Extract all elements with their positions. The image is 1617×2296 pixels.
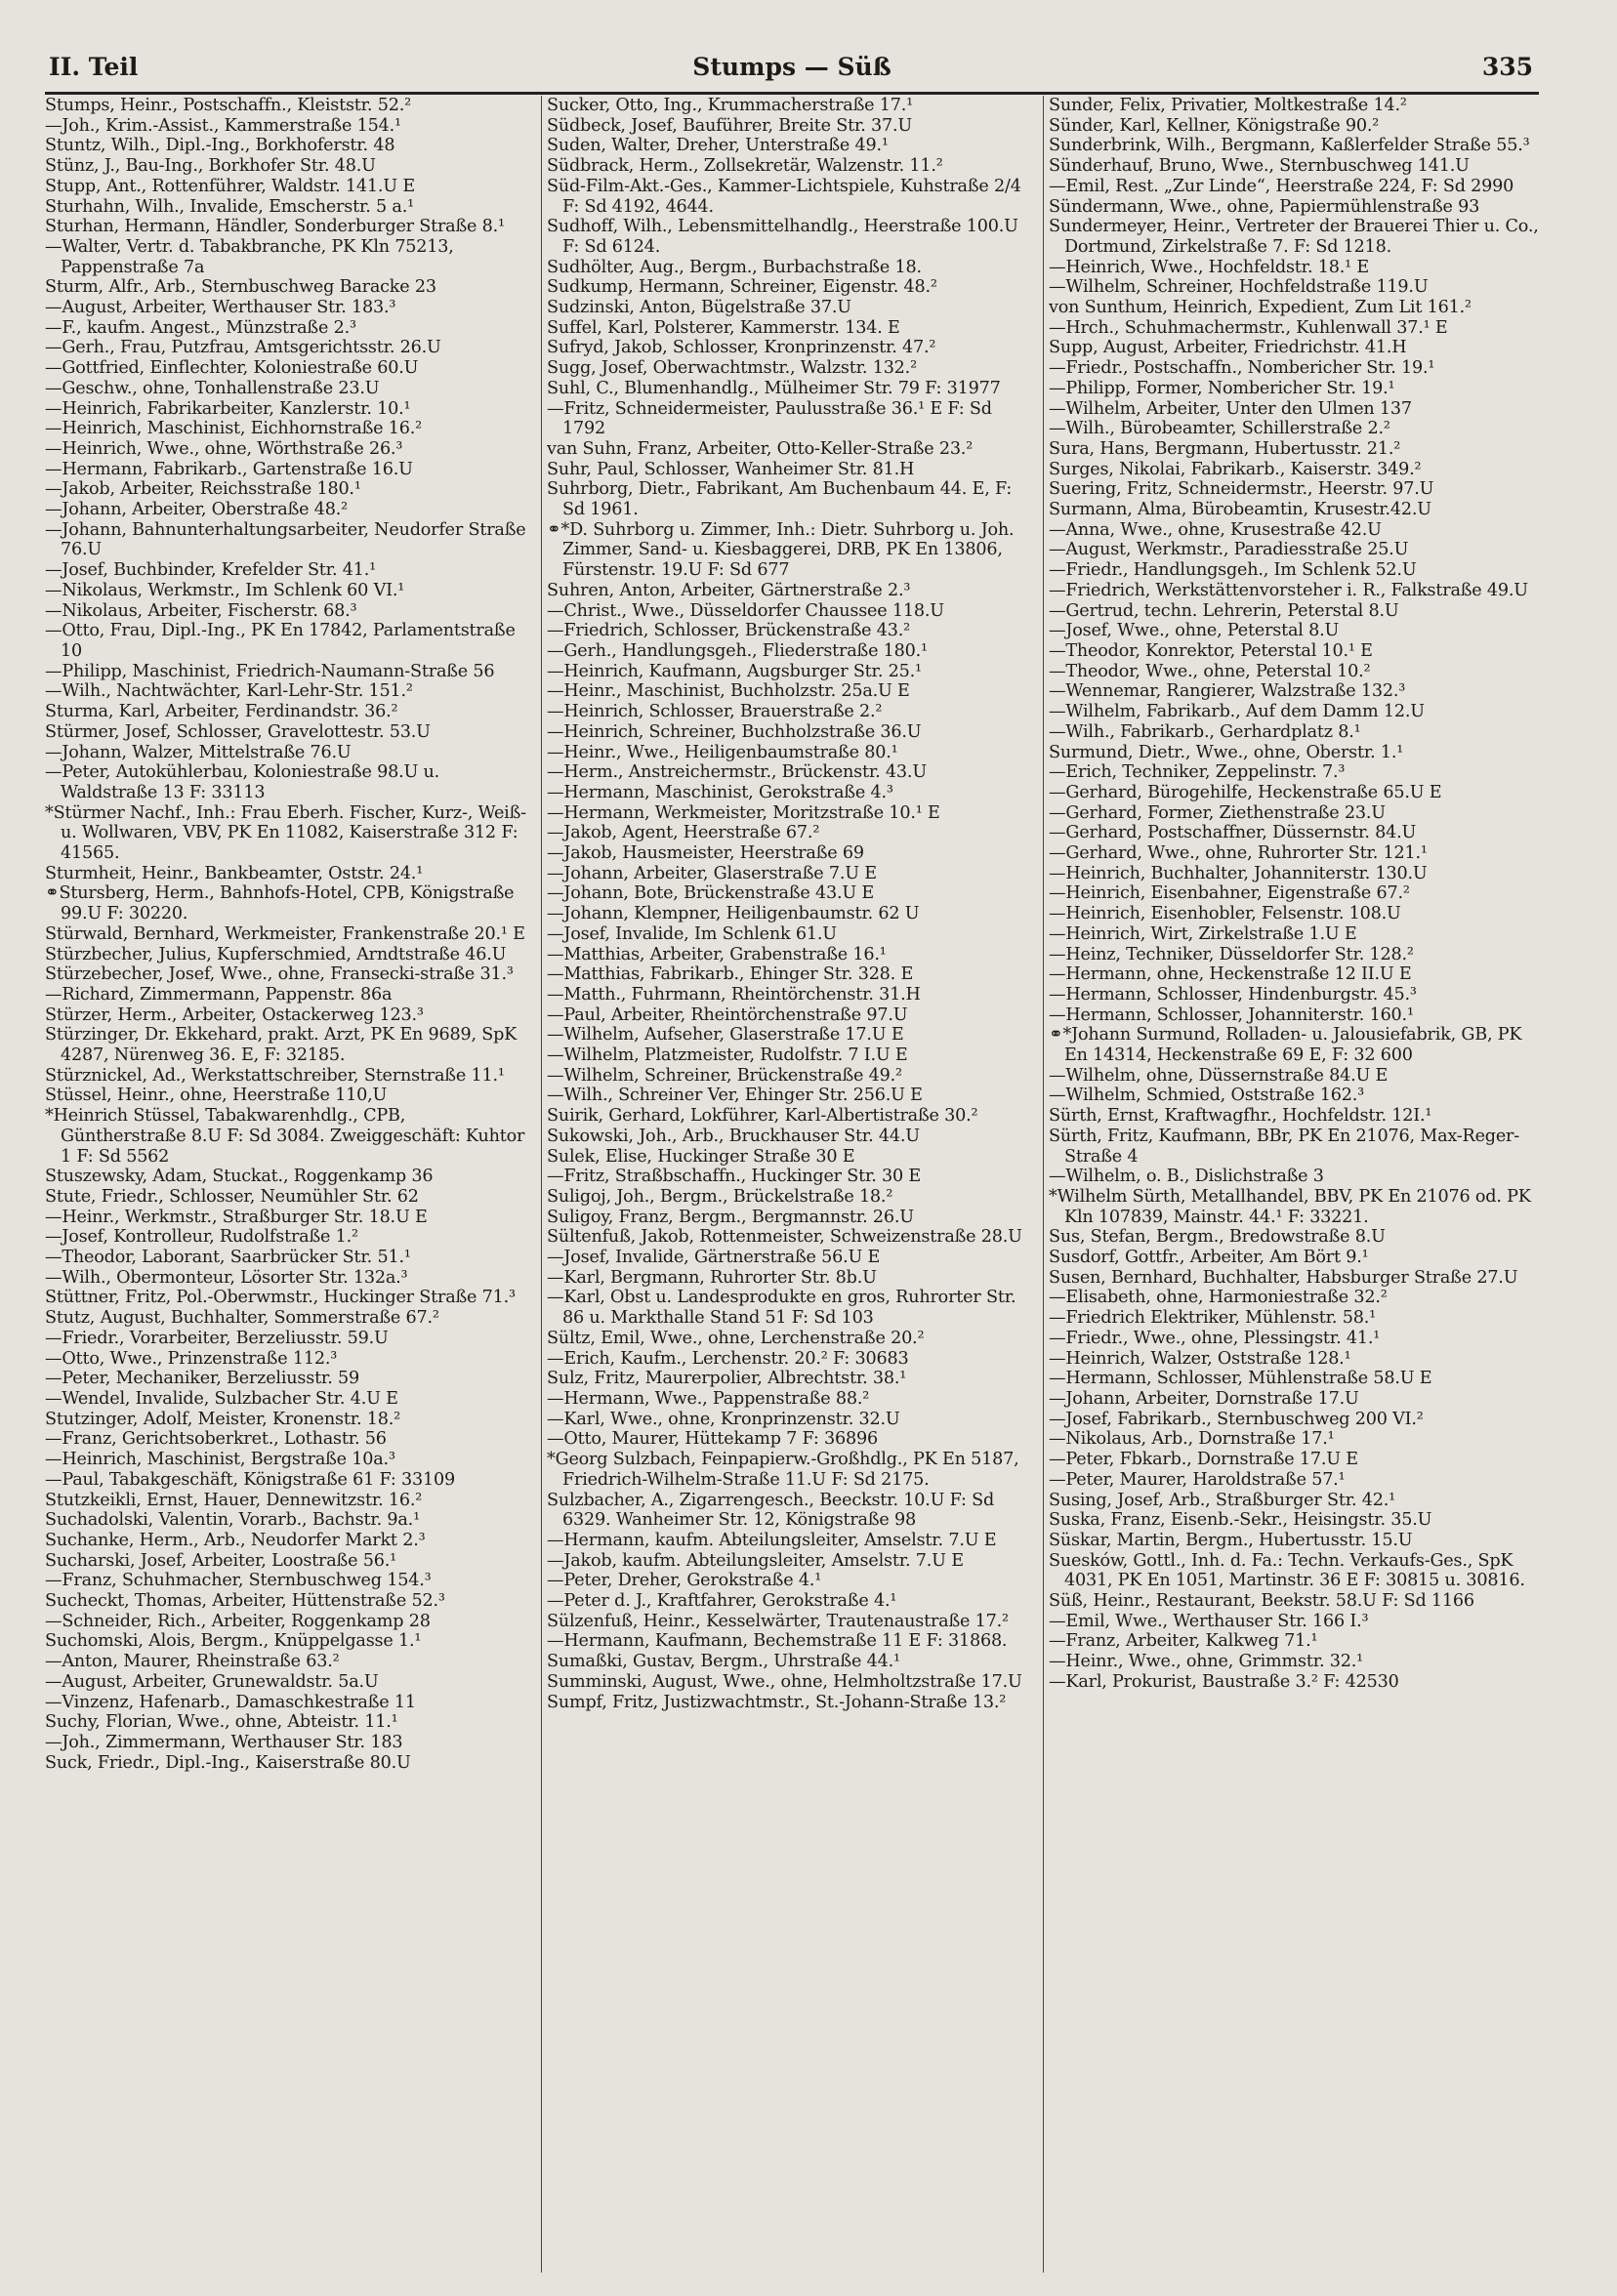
directory-entry: Suering, Fritz, Schneidermstr., Heerstr. 97.U xyxy=(1049,479,1434,500)
directory-entry: —Karl, Bergmann, Ruhrorter Str. 8b.U xyxy=(547,1267,877,1288)
directory-entry: Stürwald, Bernhard, Werkmeister, Frankenstraße 20.¹ E xyxy=(45,923,525,944)
directory-entry: —Walter, Vertr. d. Tabakbranche, PK Kln 75213, Pappenstraße 7a xyxy=(45,236,454,277)
directory-entry: Surmann, Alma, Bürobeamtin, Krusestr.42.U xyxy=(1049,500,1431,520)
directory-entry: —Franz, Schuhmacher, Sternbuschweg 154.³ xyxy=(45,1571,432,1591)
directory-entry: Stüssel, Heinr., ohne, Heerstraße 110,U xyxy=(45,1086,388,1106)
directory-entry: Sulz, Fritz, Maurerpolier, Albrechtstr. 38.¹ xyxy=(547,1369,907,1389)
directory-entry: Surges, Nikolai, Fabrikarb., Kaiserstr. 349.² xyxy=(1049,459,1422,479)
directory-entry: Sürth, Ernst, Kraftwagfhr., Hochfeldstr. 12I.¹ xyxy=(1049,1106,1432,1127)
directory-entry: —Otto, Frau, Dipl.-Ing., PK En 17842, Parlamentstraße 10 xyxy=(45,621,516,661)
directory-entry: —Fritz, Straßbschaffn., Huckinger Str. 30 E xyxy=(547,1167,922,1187)
directory-entry: —Jakob, kaufm. Abteilungsleiter, Amselstr. 7.U E xyxy=(547,1550,964,1571)
directory-entry: —Wilhelm, Aufseher, Glaserstraße 17.U E xyxy=(547,1025,904,1046)
directory-entry: Suska, Franz, Eisenb.-Sekr., Heisingstr. 35.U xyxy=(1049,1510,1432,1531)
directory-entry: —Friedr., Handlungsgeh., Im Schlenk 52.U xyxy=(1049,560,1417,581)
directory-entry: —Otto, Wwe., Prinzenstraße 112.³ xyxy=(45,1348,338,1369)
directory-entry: Suchomski, Alois, Bergm., Knüppelgasse 1.¹ xyxy=(45,1631,422,1652)
directory-entry: —Friedr., Postschaffn., Nombericher Str. 19.¹ xyxy=(1049,358,1435,379)
directory-entry: —Wilh., Obermonteur, Lösorter Str. 132a.³ xyxy=(45,1267,408,1288)
directory-entry: —Christ., Wwe., Düsseldorfer Chaussee 118.U xyxy=(547,600,944,621)
directory-entry: van Suhn, Franz, Arbeiter, Otto-Keller-Straße 23.² xyxy=(547,438,974,459)
directory-entry: —Paul, Arbeiter, Rheintörchenstraße 97.U xyxy=(547,1004,908,1025)
directory-entry: Sültenfuß, Jakob, Rottenmeister, Schweizenstraße 28.U xyxy=(547,1227,1022,1248)
directory-entry: Stürzebecher, Josef, Wwe., ohne, Fransecki-straße 31.³ xyxy=(45,964,514,985)
directory-entry: —Joh., Zimmermann, Werthauser Str. 183 xyxy=(45,1732,403,1752)
column-divider xyxy=(541,96,542,2273)
directory-entry: ⚭Stursberg, Herm., Bahnhofs-Hotel, CPB, Königstraße 99.U F: 30220. xyxy=(45,883,515,924)
directory-entry: —F., kaufm. Angest., Münzstraße 2.³ xyxy=(45,317,356,338)
directory-entry: —Josef, Kontrolleur, Rudolfstraße 1.² xyxy=(45,1227,358,1248)
directory-entry: —Hermann, Schlosser, Mühlenstraße 58.U E xyxy=(1049,1369,1432,1389)
directory-entry: Supp, August, Arbeiter, Friedrichstr. 41.H xyxy=(1049,338,1407,358)
directory-entry: —Gerhard, Bürogehilfe, Heckenstraße 65.U E xyxy=(1049,782,1442,802)
directory-entry: —Herm., Anstreichermstr., Brückenstr. 43.U xyxy=(547,762,927,783)
directory-entry: —Johann, Arbeiter, Dornstraße 17.U xyxy=(1049,1389,1359,1409)
directory-entry: Stumps, Heinr., Postschaffn., Kleiststr. 52.² xyxy=(45,96,411,115)
directory-entry: —Wilhelm, o. B., Dislichstraße 3 xyxy=(1049,1167,1324,1187)
directory-entry: Stutz, August, Buchhalter, Sommerstraße 67.² xyxy=(45,1308,439,1329)
directory-entry: —Heinrich, Wirt, Zirkelstraße 1.U E xyxy=(1049,923,1357,944)
directory-entry: Sucker, Otto, Ing., Krummacherstraße 17.¹ xyxy=(547,96,913,115)
directory-entry: Susdorf, Gottfr., Arbeiter, Am Bört 9.¹ xyxy=(1049,1248,1369,1268)
directory-entry: —Erich, Techniker, Zeppelinstr. 7.³ xyxy=(1049,762,1346,783)
directory-entry: —Anton, Maurer, Rheinstraße 63.² xyxy=(45,1652,340,1672)
directory-entry: —Heinrich, Schreiner, Buchholzstraße 36.U xyxy=(547,721,922,742)
directory-entry: Sura, Hans, Bergmann, Hubertusstr. 21.² xyxy=(1049,438,1401,459)
directory-entry: —Josef, Fabrikarb., Sternbuschweg 200 VI.² xyxy=(1049,1409,1424,1429)
directory-entry: Stürznickel, Ad., Werkstattschreiber, Sternstraße 11.¹ xyxy=(45,1065,505,1086)
directory-entry: —Heinr., Maschinist, Buchholzstr. 25a.U E xyxy=(547,681,910,702)
directory-entry: ⚭*D. Suhrborg u. Zimmer, Inh.: Dietr. Suhrborg u. Joh. Zimmer, Sand- u. Kiesbaggerei, DRB, PK En 13806, Fürstenstr. 19.U F: Sd 677 xyxy=(547,519,1015,581)
directory-entry: Suesków, Gottl., Inh. d. Fa.: Techn. Verkaufs-Ges., SpK 4031, PK En 1051, Martinstr. 36 E F: 30815 u. 30816. xyxy=(1049,1550,1525,1591)
directory-entry: Sukowski, Joh., Arb., Bruckhauser Str. 44.U xyxy=(547,1126,920,1146)
directory-entry: —Wilhelm, ohne, Düssernstraße 84.U E xyxy=(1049,1065,1389,1086)
directory-entry: —Friedrich Elektriker, Mühlenstr. 58.¹ xyxy=(1049,1308,1376,1329)
directory-entry: —Matthias, Arbeiter, Grabenstraße 16.¹ xyxy=(547,944,887,964)
directory-entry: —Wilhelm, Schreiner, Brückenstraße 49.² xyxy=(547,1065,902,1086)
directory-entry: Sunder, Felix, Privatier, Moltkestraße 14.² xyxy=(1049,96,1407,115)
directory-entry: Suchanke, Herm., Arb., Neudorfer Markt 2.³ xyxy=(45,1530,426,1550)
directory-entry: Suchadolski, Valentin, Vorarb., Bachstr. 9a.¹ xyxy=(45,1510,420,1531)
directory-entry: —Gertrud, techn. Lehrerin, Peterstal 8.U xyxy=(1049,600,1399,621)
directory-entry: —Wilhelm, Schreiner, Hochfeldstraße 119.U xyxy=(1049,277,1429,298)
directory-entry: —Hermann, Kaufmann, Bechemstraße 11 E F: 31868. xyxy=(547,1631,1008,1652)
directory-entry: —Elisabeth, ohne, Harmoniestraße 32.² xyxy=(1049,1288,1388,1308)
directory-entry: —Karl, Prokurist, Baustraße 3.² F: 42530 xyxy=(1049,1671,1399,1692)
directory-entry: —Anna, Wwe., ohne, Krusestraße 42.U xyxy=(1049,519,1382,540)
directory-entry: Sundermeyer, Heinr., Vertreter der Brauerei Thier u. Co., Dortmund, Zirkelstraße 7. F: Sd 1218. xyxy=(1049,217,1539,257)
directory-entry: Suhl, C., Blumenhandlg., Mülheimer Str. 79 F: 31977 xyxy=(547,378,1001,398)
directory-entry: Suirik, Gerhard, Lokführer, Karl-Albertistraße 30.² xyxy=(547,1106,978,1127)
directory-entry: —Franz, Gerichtsoberkret., Lothastr. 56 xyxy=(45,1429,387,1450)
directory-entry: Suden, Walter, Dreher, Unterstraße 49.¹ xyxy=(547,136,889,156)
directory-entry: —Nikolaus, Arb., Dornstraße 17.¹ xyxy=(1049,1429,1335,1450)
directory-entry: Sturm, Alfr., Arb., Sternbuschweg Baracke 23 xyxy=(45,277,436,298)
directory-entry: Sülzenfuß, Heinr., Kesselwärter, Trautenaustraße 17.² xyxy=(547,1611,1009,1631)
directory-entry: Sudhoff, Wilh., Lebensmittelhandlg., Heerstraße 100.U F: Sd 6124. xyxy=(547,217,1018,257)
directory-entry: —Wilhelm, Platzmeister, Rudolfstr. 7 I.U E xyxy=(547,1046,908,1066)
directory-entry: —Hermann, Maschinist, Gerokstraße 4.³ xyxy=(547,782,893,802)
directory-entry: —Johann, Bote, Brückenstraße 43.U E xyxy=(547,883,875,904)
directory-entry: Stutzkeikli, Ernst, Hauer, Dennewitzstr. 16.² xyxy=(45,1490,423,1510)
directory-entry: —Heinrich, Kaufmann, Augsburger Str. 25.¹ xyxy=(547,661,922,681)
directory-entry: —Johann, Arbeiter, Oberstraße 48.² xyxy=(45,500,348,520)
name-range: Stumps — Süß xyxy=(692,53,891,81)
directory-column-1 xyxy=(45,96,535,2273)
directory-entry: —Heinr., Wwe., Heiligenbaumstraße 80.¹ xyxy=(547,742,898,762)
directory-entry: —Heinrich, Fabrikarbeiter, Kanzlerstr. 10.¹ xyxy=(45,398,411,419)
directory-entry: Stürzbecher, Julius, Kupferschmied, Arndtstraße 46.U xyxy=(45,944,507,964)
directory-entry: Sturma, Karl, Arbeiter, Ferdinandstr. 36.² xyxy=(45,702,398,722)
directory-entry: Sugg, Josef, Oberwachtmstr., Walzstr. 132.² xyxy=(547,358,917,379)
directory-entry: —Heinrich, Eisenhobler, Felsenstr. 108.U xyxy=(1049,904,1401,924)
directory-entry: —Wendel, Invalide, Sulzbacher Str. 4.U E xyxy=(45,1389,398,1409)
directory-entry: —Wilh., Schreiner Ver, Ehinger Str. 256.U E xyxy=(547,1086,923,1106)
directory-entry: —August, Arbeiter, Werthauser Str. 183.³ xyxy=(45,298,396,318)
directory-entry: —Joh., Krim.-Assist., Kammerstraße 154.¹ xyxy=(45,115,401,136)
section-label: II. Teil xyxy=(49,53,139,81)
directory-entry: —Karl, Obst u. Landesprodukte en gros, Ruhrorter Str. 86 u. Markthalle Stand 51 F: Sd 103 xyxy=(547,1288,1016,1329)
directory-entry: ⚭*Johann Surmund, Rolladen- u. Jalousiefabrik, GB, PK En 14314, Heckenstraße 69 E, F: 32 600 xyxy=(1049,1025,1522,1066)
directory-entry: —Friedr., Wwe., ohne, Plessingstr. 41.¹ xyxy=(1049,1328,1381,1348)
directory-entry: —Gerhard, Wwe., ohne, Ruhrorter Str. 121.¹ xyxy=(1049,843,1428,864)
directory-entry: —Otto, Maurer, Hüttekamp 7 F: 36896 xyxy=(547,1429,879,1450)
directory-entry: —Hermann, Werkmeister, Moritzstraße 10.¹ E xyxy=(547,802,940,823)
directory-entry: —Jakob, Hausmeister, Heerstraße 69 xyxy=(547,843,864,864)
directory-entry: Sültz, Emil, Wwe., ohne, Lerchenstraße 20.² xyxy=(547,1328,925,1348)
directory-entry: Stupp, Ant., Rottenführer, Waldstr. 141.U E xyxy=(45,176,415,196)
directory-entry: —Heinrich, Schlosser, Brauerstraße 2.² xyxy=(547,702,883,722)
directory-entry: —Heinrich, Wwe., ohne, Wörthstraße 26.³ xyxy=(45,438,403,459)
directory-entry: —Peter, Fbkarb., Dornstraße 17.U E xyxy=(1049,1450,1358,1470)
directory-entry: —Wilhelm, Arbeiter, Unter den Ulmen 137 xyxy=(1049,398,1412,419)
directory-entry: —August, Arbeiter, Grunewaldstr. 5a.U xyxy=(45,1671,379,1692)
directory-entry: —Emil, Rest. „Zur Linde“, Heerstraße 224, F: Sd 2990 xyxy=(1049,176,1514,196)
directory-entry: Sucharski, Josef, Arbeiter, Loostraße 56.¹ xyxy=(45,1550,396,1571)
directory-entry: —Gerh., Frau, Putzfrau, Amtsgerichtsstr. 26.U xyxy=(45,338,441,358)
directory-entry: —Emil, Wwe., Werthauser Str. 166 I.³ xyxy=(1049,1611,1369,1631)
directory-entry: —Schneider, Rich., Arbeiter, Roggenkamp 28 xyxy=(45,1611,431,1631)
directory-entry: —Matth., Fuhrmann, Rheintörchenstr. 31.H xyxy=(547,984,921,1004)
directory-entry: —Peter, Autokühlerbau, Koloniestraße 98.U u. Waldstraße 13 F: 33113 xyxy=(45,762,440,802)
directory-entry: Sumaßki, Gustav, Bergm., Uhrstraße 44.¹ xyxy=(547,1652,900,1672)
directory-entry: Stuntz, Wilh., Dipl.-Ing., Borkhoferstr. 48 xyxy=(45,136,395,156)
directory-entry: —Geschw., ohne, Tonhallenstraße 23.U xyxy=(45,378,380,398)
page-header xyxy=(45,43,1539,95)
directory-entry: Sündermann, Wwe., ohne, Papiermühlenstraße 93 xyxy=(1049,196,1480,217)
directory-entry: Stürmer, Josef, Schlosser, Gravelottestr. 53.U xyxy=(45,721,431,742)
directory-entry: —Jakob, Agent, Heerstraße 67.² xyxy=(547,823,820,843)
directory-entry: —Friedrich, Werkstättenvorsteher i. R., Falkstraße 49.U xyxy=(1049,580,1528,600)
directory-entry: —Josef, Invalide, Im Schlenk 61.U xyxy=(547,923,837,944)
directory-entry: —Peter, Dreher, Gerokstraße 4.¹ xyxy=(547,1571,822,1591)
directory-entry: —Jakob, Arbeiter, Reichsstraße 180.¹ xyxy=(45,479,361,500)
directory-entry: Sulzbacher, A., Zigarrengesch., Beeckstr. 10.U F: Sd 6329. Wanheimer Str. 12, Königstraße 98 xyxy=(547,1490,995,1531)
directory-entry: *Stürmer Nachf., Inh.: Frau Eberh. Fischer, Kurz-, Weiß- u. Wollwaren, VBV, PK En 11082, Kaiserstraße 312 F: 41565. xyxy=(45,802,526,864)
directory-entry: —Nikolaus, Werkmstr., Im Schlenk 60 VI.¹ xyxy=(45,580,405,600)
directory-entry: Surmund, Dietr., Wwe., ohne, Oberstr. 1.¹ xyxy=(1049,742,1404,762)
directory-entry: *Wilhelm Sürth, Metallhandel, BBV, PK En 21076 od. PK Kln 107839, Mainstr. 44.¹ F: 33221. xyxy=(1049,1186,1531,1227)
directory-entry: —Heinrich, Wwe., Hochfeldstr. 18.¹ E xyxy=(1049,257,1370,277)
directory-entry: *Georg Sulzbach, Feinpapierw.-Großhdlg., PK En 5187, Friedrich-Wilhelm-Straße 11.U F: Sd 2175. xyxy=(547,1450,1019,1490)
directory-entry: —Erich, Kaufm., Lerchenstr. 20.² F: 30683 xyxy=(547,1348,909,1369)
directory-entry: —Heinr., Wwe., ohne, Grimmstr. 32.¹ xyxy=(1049,1652,1363,1672)
directory-entry: von Sunthum, Heinrich, Expedient, Zum Lit 161.² xyxy=(1049,298,1472,318)
directory-entry: —Johann, Bahnunterhaltungsarbeiter, Neudorfer Straße 76.U xyxy=(45,519,526,560)
directory-entry: —Heinrich, Eisenbahner, Eigenstraße 67.² xyxy=(1049,883,1410,904)
directory-entry: —Vinzenz, Hafenarb., Damaschkestraße 11 xyxy=(45,1692,416,1712)
directory-entry: —Peter d. J., Kraftfahrer, Gerokstraße 4.¹ xyxy=(547,1591,897,1612)
directory-entry: Suchy, Florian, Wwe., ohne, Abteistr. 11.¹ xyxy=(45,1712,398,1733)
directory-entry: —Hermann, Schlosser, Hindenburgstr. 45.³ xyxy=(1049,984,1417,1004)
directory-entry: —Friedrich, Schlosser, Brückenstraße 43.² xyxy=(547,621,911,641)
directory-entry: Suck, Friedr., Dipl.-Ing., Kaiserstraße 80.U xyxy=(45,1752,411,1773)
directory-entry: Süd-Film-Akt.-Ges., Kammer-Lichtspiele, Kuhstraße 2/4 F: Sd 4192, 4644. xyxy=(547,176,1021,217)
directory-entry: —August, Werkmstr., Paradiesstraße 25.U xyxy=(1049,540,1409,560)
directory-entry: —Peter, Maurer, Haroldstraße 57.¹ xyxy=(1049,1469,1346,1490)
directory-entry: Sus, Stefan, Bergm., Bredowstraße 8.U xyxy=(1049,1227,1386,1248)
directory-column-2 xyxy=(547,96,1037,2273)
directory-entry: —Heinrich, Walzer, Oststraße 128.¹ xyxy=(1049,1348,1351,1369)
directory-entry: Stutzinger, Adolf, Meister, Kronenstr. 18.² xyxy=(45,1409,400,1429)
directory-entry: Sufryd, Jakob, Schlosser, Kronprinzenstr. 47.² xyxy=(547,338,936,358)
directory-entry: Suligoj, Joh., Bergm., Brückelstraße 18.² xyxy=(547,1186,893,1207)
directory-entry: Suffel, Karl, Polsterer, Kammerstr. 134. E xyxy=(547,317,900,338)
page-number: 335 xyxy=(1481,53,1533,81)
directory-entry: —Richard, Zimmermann, Pappenstr. 86a xyxy=(45,984,393,1004)
directory-entry: —Theodor, Konrektor, Peterstal 10.¹ E xyxy=(1049,640,1373,661)
directory-entry: —Theodor, Wwe., ohne, Peterstal 10.² xyxy=(1049,661,1371,681)
directory-entry: —Johann, Walzer, Mittelstraße 76.U xyxy=(45,742,352,762)
directory-entry: Suhren, Anton, Arbeiter, Gärtnerstraße 2.³ xyxy=(547,580,911,600)
directory-entry: —Hermann, Wwe., Pappenstraße 88.² xyxy=(547,1389,870,1409)
directory-entry: —Philipp, Former, Nombericher Str. 19.¹ xyxy=(1049,378,1395,398)
directory-entry: Sudkump, Hermann, Schreiner, Eigenstr. 48.² xyxy=(547,277,937,298)
directory-entry: Südbeck, Josef, Bauführer, Breite Str. 37.U xyxy=(547,115,913,136)
directory-entry: —Wilh., Bürobeamter, Schillerstraße 2.² xyxy=(1049,419,1390,439)
directory-entry: —Friedr., Vorarbeiter, Berzeliusstr. 59.U xyxy=(45,1328,389,1348)
directory-column-3 xyxy=(1049,96,1539,2273)
directory-entry: —Wilhelm, Fabrikarb., Auf dem Damm 12.U xyxy=(1049,702,1425,722)
directory-entry: Sulek, Elise, Huckinger Straße 30 E xyxy=(547,1146,855,1167)
directory-entry: —Hermann, kaufm. Abteilungsleiter, Amselstr. 7.U E xyxy=(547,1530,997,1550)
directory-entry: —Josef, Wwe., ohne, Peterstal 8.U xyxy=(1049,621,1340,641)
directory-entry: —Hermann, Fabrikarb., Gartenstraße 16.U xyxy=(45,459,413,479)
directory-entry: Suhr, Paul, Schlosser, Wanheimer Str. 81.H xyxy=(547,459,915,479)
directory-entry: —Heinrich, Maschinist, Bergstraße 10a.³ xyxy=(45,1450,395,1470)
directory-entry: —Heinz, Techniker, Düsseldorfer Str. 128.² xyxy=(1049,944,1414,964)
directory-entry: Stuszewsky, Adam, Stuckat., Roggenkamp 36 xyxy=(45,1167,434,1187)
directory-entry: —Gottfried, Einflechter, Koloniestraße 60.U xyxy=(45,358,419,379)
directory-entry: —Philipp, Maschinist, Friedrich-Naumann-Straße 56 xyxy=(45,661,495,681)
directory-entry: —Fritz, Schneidermeister, Paulusstraße 36.¹ E F: Sd 1792 xyxy=(547,398,992,439)
directory-entry: —Heinrich, Maschinist, Eichhornstraße 16.² xyxy=(45,419,423,439)
directory-entry: —Wennemar, Rangierer, Walzstraße 132.³ xyxy=(1049,681,1406,702)
directory-entry: —Wilhelm, Schmied, Oststraße 162.³ xyxy=(1049,1086,1364,1106)
directory-entry: —Theodor, Laborant, Saarbrücker Str. 51.¹ xyxy=(45,1248,411,1268)
directory-entry: —Peter, Mechaniker, Berzeliusstr. 59 xyxy=(45,1369,359,1389)
directory-entry: Stute, Friedr., Schlosser, Neumühler Str. 62 xyxy=(45,1186,419,1207)
directory-entry: —Hrch., Schuhmachermstr., Kuhlenwall 37.¹ E xyxy=(1049,317,1448,338)
directory-entry: Stürzer, Herm., Arbeiter, Ostackerweg 123.³ xyxy=(45,1004,424,1025)
directory-entry: Stünz, J., Bau-Ing., Borkhofer Str. 48.U xyxy=(45,156,376,177)
column-divider xyxy=(1043,96,1044,2273)
directory-entry: —Heinrich, Buchhalter, Johanniterstr. 130.U xyxy=(1049,863,1428,883)
directory-entry: Sumpf, Fritz, Justizwachtmstr., St.-Johann-Straße 13.² xyxy=(547,1692,1007,1712)
directory-entry: —Wilh., Fabrikarb., Gerhardplatz 8.¹ xyxy=(1049,721,1361,742)
directory-entry: Sürth, Fritz, Kaufmann, BBr, PK En 21076, Max-Reger-Straße 4 xyxy=(1049,1126,1520,1167)
directory-entry: Summinski, August, Wwe., ohne, Helmholtzstraße 17.U xyxy=(547,1671,1022,1692)
directory-entry: Sudzinski, Anton, Bügelstraße 37.U xyxy=(547,298,851,318)
directory-entry: Sunderbrink, Wilh., Bergmann, Kaßlerfelder Straße 55.³ xyxy=(1049,136,1530,156)
directory-entry: —Paul, Tabakgeschäft, Königstraße 61 F: 33109 xyxy=(45,1469,455,1490)
directory-entry: —Wilh., Nachtwächter, Karl-Lehr-Str. 151.² xyxy=(45,681,413,702)
directory-entry: Sudhölter, Aug., Bergm., Burbachstraße 18. xyxy=(547,257,922,277)
directory-entry: —Matthias, Fabrikarb., Ehinger Str. 328. E xyxy=(547,964,914,985)
directory-entry: —Josef, Buchbinder, Krefelder Str. 41.¹ xyxy=(45,560,376,581)
directory-entry: —Heinr., Werkmstr., Straßburger Str. 18.U E xyxy=(45,1207,428,1227)
directory-entry: —Gerh., Handlungsgeh., Fliederstraße 180.¹ xyxy=(547,640,928,661)
directory-entry: Sturhahn, Wilh., Invalide, Emscherstr. 5 a.¹ xyxy=(45,196,414,217)
directory-entry: —Gerhard, Former, Ziethenstraße 23.U xyxy=(1049,802,1386,823)
directory-entry: —Hermann, ohne, Heckenstraße 12 II.U E xyxy=(1049,964,1412,985)
directory-entry: Stüttner, Fritz, Pol.-Oberwmstr., Huckinger Straße 71.³ xyxy=(45,1288,516,1308)
directory-entry: Susing, Josef, Arb., Straßburger Str. 42.¹ xyxy=(1049,1490,1396,1510)
directory-entry: Sünderhauf, Bruno, Wwe., Sternbuschweg 141.U xyxy=(1049,156,1470,177)
directory-entry: Sturhan, Hermann, Händler, Sonderburger Straße 8.¹ xyxy=(45,217,505,237)
directory-entry: Süskar, Martin, Bergm., Hubertusstr. 15.U xyxy=(1049,1530,1413,1550)
directory-entry: Süß, Heinr., Restaurant, Beekstr. 58.U F: Sd 1166 xyxy=(1049,1591,1474,1612)
directory-entry: *Heinrich Stüssel, Tabakwarenhdlg., CPB, Güntherstraße 8.U F: Sd 3084. Zweiggeschäft: Kuhtor 1 F: Sd 5562 xyxy=(45,1106,525,1167)
directory-entry: —Nikolaus, Arbeiter, Fischerstr. 68.³ xyxy=(45,600,357,621)
directory-entry: Stürzinger, Dr. Ekkehard, prakt. Arzt, PK En 9689, SpK 4287, Nürenweg 36. E, F: 32185. xyxy=(45,1025,518,1066)
directory-entry: Susen, Bernhard, Buchhalter, Habsburger Straße 27.U xyxy=(1049,1267,1518,1288)
directory-entry: —Hermann, Schlosser, Johanniterstr. 160.¹ xyxy=(1049,1004,1414,1025)
directory-entry: —Gerhard, Postschaffner, Düssernstr. 84.U xyxy=(1049,823,1417,843)
directory-entry: —Josef, Invalide, Gärtnerstraße 56.U E xyxy=(547,1248,881,1268)
directory-entry: Sturmheit, Heinr., Bankbeamter, Oststr. 24.¹ xyxy=(45,863,424,883)
directory-entry: —Johann, Klempner, Heiligenbaumstr. 62 U xyxy=(547,904,920,924)
directory-entry: —Johann, Arbeiter, Glaserstraße 7.U E xyxy=(547,863,877,883)
directory-entry: —Franz, Arbeiter, Kalkweg 71.¹ xyxy=(1049,1631,1318,1652)
directory-entry: Suligoy, Franz, Bergm., Bergmannstr. 26.U xyxy=(547,1207,914,1227)
directory-entry: Sünder, Karl, Kellner, Königstraße 90.² xyxy=(1049,115,1380,136)
directory-entry: Suhrborg, Dietr., Fabrikant, Am Buchenbaum 44. E, F: Sd 1961. xyxy=(547,479,1013,520)
directory-entry: —Karl, Wwe., ohne, Kronprinzenstr. 32.U xyxy=(547,1409,900,1429)
directory-entry: Südbrack, Herm., Zollsekretär, Walzenstr. 11.² xyxy=(547,156,943,177)
directory-entry: Sucheckt, Thomas, Arbeiter, Hüttenstraße 52.³ xyxy=(45,1591,445,1612)
